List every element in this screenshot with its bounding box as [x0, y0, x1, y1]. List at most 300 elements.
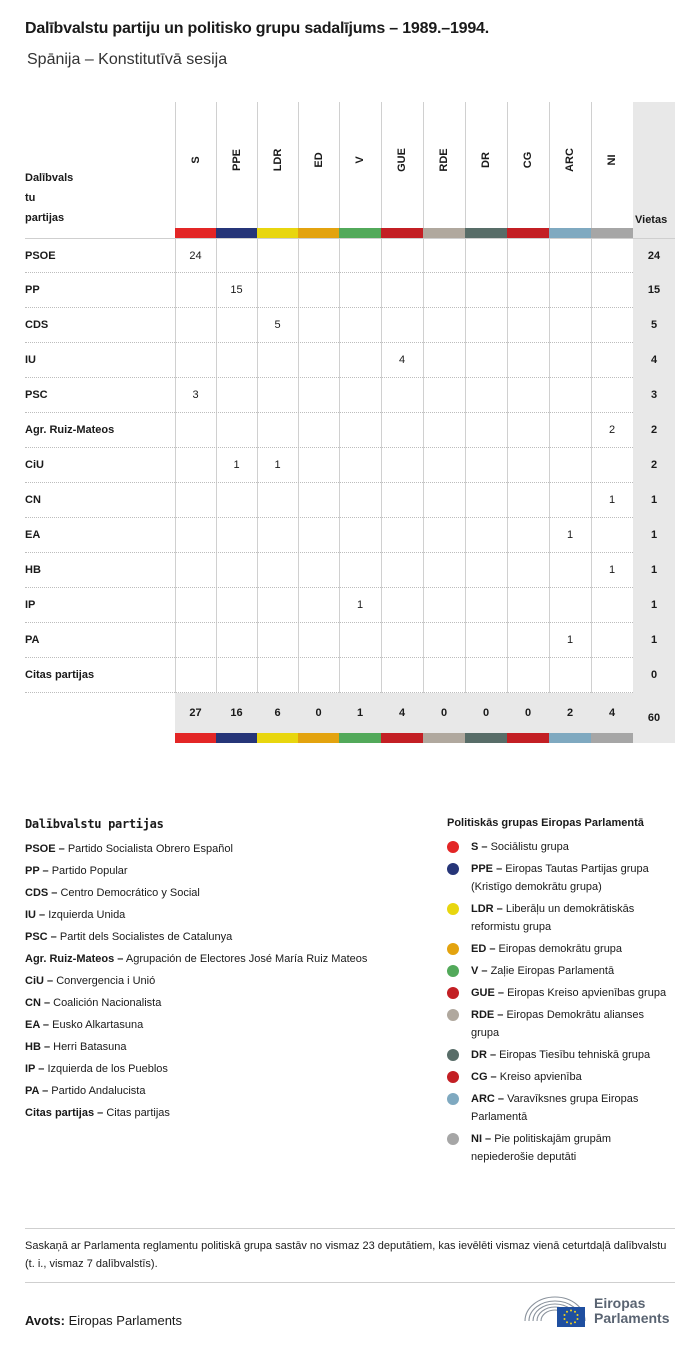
seat-cell — [423, 553, 465, 588]
seat-cell — [298, 518, 339, 553]
seat-cell — [591, 239, 633, 274]
logo-line: Eiropas — [594, 1295, 646, 1311]
row-total: 2 — [633, 448, 675, 483]
group-code-label: PPE — [230, 148, 243, 172]
seat-cell — [465, 448, 507, 483]
seat-cell — [298, 413, 339, 448]
group-full-name: Kreiso apvienība — [499, 1071, 582, 1083]
party-full-name: Partido Socialista Obrero Español — [67, 843, 233, 855]
party-name: Agr. Ruiz-Mateos — [25, 424, 115, 436]
group-color-bar — [423, 228, 465, 238]
column-total-cell: 2 — [566, 707, 574, 719]
party-name: HB — [25, 564, 41, 576]
party-legend-item — [25, 1080, 425, 1102]
group-color-dot-icon — [447, 1093, 459, 1105]
party-full-name: Centro Democrático y Social — [60, 887, 200, 899]
group-full-name: Eiropas demokrātu grupa — [498, 943, 623, 955]
party-legend-item — [25, 970, 425, 992]
group-full-name: Eiropas Tiesību tehniskā grupa — [499, 1049, 651, 1061]
seat-cell — [423, 239, 465, 274]
seat-cell — [175, 588, 216, 623]
seat-cell — [549, 308, 591, 343]
source-line — [25, 1313, 182, 1328]
group-color-bar — [175, 733, 216, 743]
group-color-dot-icon — [447, 987, 459, 999]
row-total: 2 — [633, 413, 675, 448]
group-color-bar — [465, 228, 507, 238]
table-row — [25, 308, 675, 343]
group-color-bar — [175, 228, 216, 238]
group-code-label: GUE — [396, 148, 408, 172]
seat-cell — [465, 623, 507, 658]
group-column-header-gue — [381, 102, 423, 228]
party-full-name: Partido Andalucista — [51, 1085, 146, 1097]
party-full-name: Izquierda Unida — [48, 909, 126, 921]
group-column-header-ldr — [257, 102, 298, 228]
table-row — [25, 588, 675, 623]
group-color-bar — [465, 733, 507, 743]
party-abbr: PSC – — [25, 931, 57, 943]
group-color-bar — [257, 228, 298, 238]
party-name: CDS — [25, 319, 49, 331]
row-total: 1 — [633, 588, 675, 623]
group-code-label: CG — [522, 151, 534, 169]
table-row — [25, 658, 675, 693]
seat-cell: 5 — [274, 319, 281, 331]
party-full-name: Citas partijas — [106, 1107, 170, 1119]
group-color-bar — [549, 228, 591, 238]
party-name: PSOE — [25, 250, 56, 262]
seat-cell — [465, 658, 507, 693]
row-header-line: tu — [25, 192, 36, 204]
group-legend-item — [447, 962, 675, 980]
seat-cell — [175, 273, 216, 308]
seat-cell — [549, 413, 591, 448]
seat-cell — [591, 308, 633, 343]
table-row — [25, 518, 675, 553]
group-color-bar — [216, 733, 257, 743]
seat-cell — [216, 239, 257, 274]
row-total: 1 — [633, 553, 675, 588]
group-abbr: CG – — [471, 1071, 497, 1083]
seat-cell: 1 — [608, 564, 616, 576]
seat-cell — [381, 448, 423, 483]
seat-cell — [465, 553, 507, 588]
seat-cell — [216, 343, 257, 378]
group-abbr: DR – — [471, 1049, 497, 1061]
column-total-cell: 0 — [524, 707, 532, 719]
seat-cell — [591, 378, 633, 413]
group-abbr: ARC – — [471, 1093, 505, 1105]
party-full-name: Partido Popular — [51, 865, 128, 877]
group-full-name: Eiropas Demokrātu alianses grupa — [471, 1009, 645, 1039]
seat-cell — [381, 483, 423, 518]
seat-cell — [549, 378, 591, 413]
row-total: 1 — [633, 483, 675, 518]
group-color-bar — [591, 733, 633, 743]
seat-cell: 2 — [608, 424, 616, 436]
seat-cell — [381, 273, 423, 308]
seat-cell — [298, 239, 339, 274]
seat-cell — [298, 343, 339, 378]
seat-cell — [381, 623, 423, 658]
group-abbr: LDR – — [471, 903, 503, 915]
seat-cell — [339, 448, 381, 483]
seat-cell — [339, 378, 381, 413]
party-abbr: PP – — [25, 865, 49, 877]
column-total-cell: 4 — [608, 707, 616, 719]
seat-cell — [298, 553, 339, 588]
group-column-header-v — [339, 102, 381, 228]
seat-cell — [507, 588, 549, 623]
seat-cell — [339, 308, 381, 343]
seat-cell — [423, 413, 465, 448]
seat-cell — [549, 448, 591, 483]
seat-cell — [175, 448, 216, 483]
seat-cell — [549, 553, 591, 588]
group-color-bar — [257, 733, 298, 743]
row-header-label — [25, 168, 73, 228]
seat-cell — [381, 413, 423, 448]
party-abbr: CDS – — [25, 887, 58, 899]
seat-cell — [465, 588, 507, 623]
group-legend-item — [447, 838, 675, 856]
page-title: Dalībvalstu partiju un politisko grupu sadalījums – 1989.–1994. — [25, 20, 489, 37]
row-header-line: partijas — [25, 212, 65, 224]
party-legend — [25, 817, 425, 1124]
seat-cell — [298, 658, 339, 693]
group-full-name: Sociālistu grupa — [490, 841, 569, 853]
party-abbr: Citas partijas – — [25, 1107, 104, 1119]
seat-cell — [381, 553, 423, 588]
seat-cell — [339, 623, 381, 658]
grand-total: 60 — [633, 693, 675, 743]
seat-cell — [423, 378, 465, 413]
row-total: 1 — [633, 518, 675, 553]
party-legend-title: Dalībvalstu partijas — [25, 817, 164, 831]
seat-cell — [423, 308, 465, 343]
group-code-label: RDE — [438, 148, 450, 172]
seat-cell — [298, 308, 339, 343]
party-full-name: Convergencia i Unió — [56, 975, 156, 987]
seat-cell — [591, 273, 633, 308]
group-full-name: Eiropas Tautas Partijas grupa (Kristīgo demokrātu grupa) — [471, 863, 649, 893]
row-total: 24 — [633, 239, 675, 274]
seat-cell — [257, 483, 298, 518]
row-header-line: Dalībvals — [25, 172, 74, 184]
group-color-bar — [507, 733, 549, 743]
party-full-name: Herri Batasuna — [53, 1041, 127, 1053]
seat-cell — [216, 553, 257, 588]
party-abbr: PA – — [25, 1085, 49, 1097]
group-legend-item — [447, 860, 675, 896]
party-legend-item — [25, 1058, 425, 1080]
group-color-bar — [381, 228, 423, 238]
table-header — [25, 102, 675, 238]
party-abbr: PSOE – — [25, 843, 65, 855]
seat-cell — [507, 413, 549, 448]
seat-cell — [591, 518, 633, 553]
group-legend-item — [447, 1068, 675, 1086]
seat-cell — [339, 658, 381, 693]
seat-cell — [591, 588, 633, 623]
party-full-name: Eusko Alkartasuna — [52, 1019, 144, 1031]
table-row — [25, 273, 675, 308]
group-legend-item — [447, 900, 675, 936]
total-header-label: Vietas — [635, 214, 668, 226]
party-name: PSC — [25, 389, 48, 401]
group-full-name: Eiropas Kreiso apvienības grupa — [507, 987, 667, 999]
table-row — [25, 238, 675, 273]
row-total: 5 — [633, 308, 675, 343]
seat-cell — [465, 518, 507, 553]
seat-cell — [257, 378, 298, 413]
seat-cell — [423, 343, 465, 378]
party-legend-item — [25, 1036, 425, 1058]
row-total: 15 — [633, 273, 675, 308]
seat-cell — [465, 239, 507, 274]
seat-cell — [257, 273, 298, 308]
seat-cell — [216, 483, 257, 518]
seat-cell — [507, 448, 549, 483]
column-total-cell: 0 — [482, 707, 490, 719]
group-column-header-dr — [465, 102, 507, 228]
seat-cell — [549, 239, 591, 274]
group-full-name: Zaļie Eiropas Parlamentā — [490, 965, 615, 977]
seat-cell: 15 — [230, 284, 243, 296]
party-name: Citas partijas — [25, 669, 95, 681]
seat-cell — [507, 273, 549, 308]
group-legend — [447, 817, 675, 1170]
seat-cell — [591, 658, 633, 693]
seat-cell — [507, 343, 549, 378]
party-name: PP — [25, 284, 40, 296]
seat-cell — [175, 658, 216, 693]
seat-cell: 1 — [274, 459, 281, 471]
seat-cell — [175, 483, 216, 518]
seat-cell: 1 — [608, 494, 616, 506]
group-code-label: LDR — [271, 148, 284, 172]
seat-cell — [339, 273, 381, 308]
seat-cell — [257, 553, 298, 588]
seat-cell — [549, 343, 591, 378]
group-color-bar — [507, 228, 549, 238]
seat-cell — [298, 483, 339, 518]
seat-cell — [175, 553, 216, 588]
group-legend-item — [447, 1130, 675, 1166]
group-full-name: Liberāļu un demokrātiskās reformistu grupa — [471, 903, 635, 933]
group-color-dot-icon — [447, 903, 459, 915]
seat-cell — [175, 518, 216, 553]
group-column-header-cg — [507, 102, 549, 228]
party-legend-item — [25, 882, 425, 904]
seat-cell — [423, 518, 465, 553]
table-row — [25, 413, 675, 448]
seat-cell — [216, 308, 257, 343]
group-abbr: NI – — [471, 1133, 492, 1145]
group-color-dot-icon — [447, 965, 459, 977]
group-legend-item — [447, 1006, 675, 1042]
seat-cell — [298, 623, 339, 658]
group-column-header-ppe — [216, 102, 257, 228]
seat-cell — [507, 518, 549, 553]
seat-cell — [381, 518, 423, 553]
seat-cell — [175, 308, 216, 343]
seat-cell — [298, 448, 339, 483]
group-color-dot-icon — [447, 863, 459, 875]
seat-cell — [339, 343, 381, 378]
group-code-label: NI — [606, 154, 618, 166]
party-legend-item — [25, 992, 425, 1014]
column-total-cell: 1 — [356, 707, 364, 719]
seat-cell — [339, 413, 381, 448]
total-column-header — [633, 102, 675, 238]
group-color-bar — [339, 733, 381, 743]
party-name: PA — [25, 634, 40, 646]
seat-cell: 1 — [566, 529, 574, 541]
party-abbr: IP – — [25, 1063, 45, 1075]
seat-cell — [465, 483, 507, 518]
seat-cell — [339, 553, 381, 588]
party-abbr: CiU – — [25, 975, 54, 987]
group-code-label: ED — [312, 152, 325, 168]
group-color-dot-icon — [447, 1133, 459, 1145]
seat-cell — [423, 483, 465, 518]
seat-cell — [465, 308, 507, 343]
group-code-label: S — [189, 156, 202, 164]
seat-cell — [465, 413, 507, 448]
seat-cell — [507, 483, 549, 518]
group-color-bar — [381, 733, 423, 743]
party-abbr: Agr. Ruiz-Mateos – — [25, 953, 124, 965]
party-abbr: HB – — [25, 1041, 51, 1053]
party-legend-item — [25, 948, 425, 970]
group-legend-item — [447, 940, 675, 958]
table-row — [25, 623, 675, 658]
group-code-label: DR — [480, 152, 492, 168]
seat-cell — [216, 623, 257, 658]
group-abbr: RDE – — [471, 1009, 504, 1021]
group-color-bar — [216, 228, 257, 238]
seat-cell: 24 — [189, 250, 202, 262]
seat-cell — [381, 308, 423, 343]
column-total-cell: 6 — [274, 707, 281, 719]
row-total: 1 — [633, 623, 675, 658]
group-code-label: ARC — [564, 148, 576, 172]
seat-cell — [339, 483, 381, 518]
seat-cell — [423, 623, 465, 658]
party-legend-item — [25, 838, 425, 860]
party-name: CiU — [25, 459, 44, 471]
seat-cell — [175, 343, 216, 378]
group-column-header-ed — [298, 102, 339, 228]
seat-cell — [257, 343, 298, 378]
seat-cell — [549, 588, 591, 623]
logo-line: Parlaments — [594, 1310, 670, 1326]
seat-distribution-table — [25, 102, 675, 743]
group-color-dot-icon — [447, 943, 459, 955]
party-legend-item — [25, 860, 425, 882]
party-legend-item — [25, 1102, 425, 1124]
seat-cell — [257, 623, 298, 658]
seat-cell — [216, 378, 257, 413]
column-total-cell: 0 — [315, 707, 322, 719]
party-legend-item — [25, 1014, 425, 1036]
row-total: 3 — [633, 378, 675, 413]
seat-cell — [257, 588, 298, 623]
seat-cell — [465, 378, 507, 413]
group-full-name: Pie politiskajām grupām nepiederošie deputāti — [471, 1133, 612, 1163]
party-name: EA — [25, 529, 41, 541]
seat-cell — [549, 483, 591, 518]
seat-cell — [257, 239, 298, 274]
group-color-bar — [549, 733, 591, 743]
group-color-dot-icon — [447, 841, 459, 853]
table-row — [25, 553, 675, 588]
seat-cell — [381, 378, 423, 413]
seat-cell — [507, 378, 549, 413]
table-row — [25, 378, 675, 413]
seat-cell — [257, 413, 298, 448]
seat-cell — [175, 623, 216, 658]
party-abbr: EA – — [25, 1019, 50, 1031]
group-abbr: PPE – — [471, 863, 503, 875]
seat-cell — [423, 588, 465, 623]
seat-cell — [298, 378, 339, 413]
party-abbr: CN – — [25, 997, 51, 1009]
seat-cell — [339, 239, 381, 274]
seat-cell — [381, 588, 423, 623]
party-name: IP — [25, 599, 36, 611]
group-column-header-arc — [549, 102, 591, 228]
party-full-name: Izquierda de los Pueblos — [47, 1063, 168, 1075]
group-column-header-s — [175, 102, 216, 228]
column-total-cell: 27 — [189, 707, 202, 719]
seat-cell — [339, 518, 381, 553]
group-column-header-rde — [423, 102, 465, 228]
seat-cell — [381, 658, 423, 693]
group-column-header-ni — [591, 102, 633, 228]
seat-cell — [507, 239, 549, 274]
european-parliament-logo — [523, 1291, 678, 1331]
seat-cell — [507, 623, 549, 658]
page-subtitle: Spānija – Konstitutīvā sesija — [27, 51, 228, 68]
table-row — [25, 343, 675, 378]
group-color-bar — [298, 733, 339, 743]
seat-cell — [507, 553, 549, 588]
seat-cell — [549, 658, 591, 693]
group-color-dot-icon — [447, 1049, 459, 1061]
party-abbr: IU – — [25, 909, 46, 921]
seat-cell — [507, 658, 549, 693]
group-color-bar — [298, 228, 339, 238]
seat-cell — [216, 413, 257, 448]
group-color-dot-icon — [447, 1071, 459, 1083]
seat-cell — [216, 588, 257, 623]
group-color-dot-icon — [447, 1009, 459, 1021]
party-full-name: Coalición Nacionalista — [53, 997, 162, 1009]
group-full-name: Varavīksnes grupa Eiropas Parlamentā — [471, 1093, 639, 1123]
seat-cell — [423, 448, 465, 483]
seat-cell — [381, 239, 423, 274]
party-legend-item — [25, 926, 425, 948]
seat-cell — [216, 658, 257, 693]
seat-cell — [507, 308, 549, 343]
rules-note: Saskaņā ar Parlamenta reglamentu politiskā grupa sastāv no vismaz 23 deputātiem, kas ievēlēti vismaz vienā ceturtdaļā dalībvalstu (t. i., vismaz 7 dalībvalstīs). — [25, 1228, 675, 1283]
seat-cell — [591, 623, 633, 658]
row-total: 4 — [633, 343, 675, 378]
group-legend-item — [447, 1046, 675, 1064]
